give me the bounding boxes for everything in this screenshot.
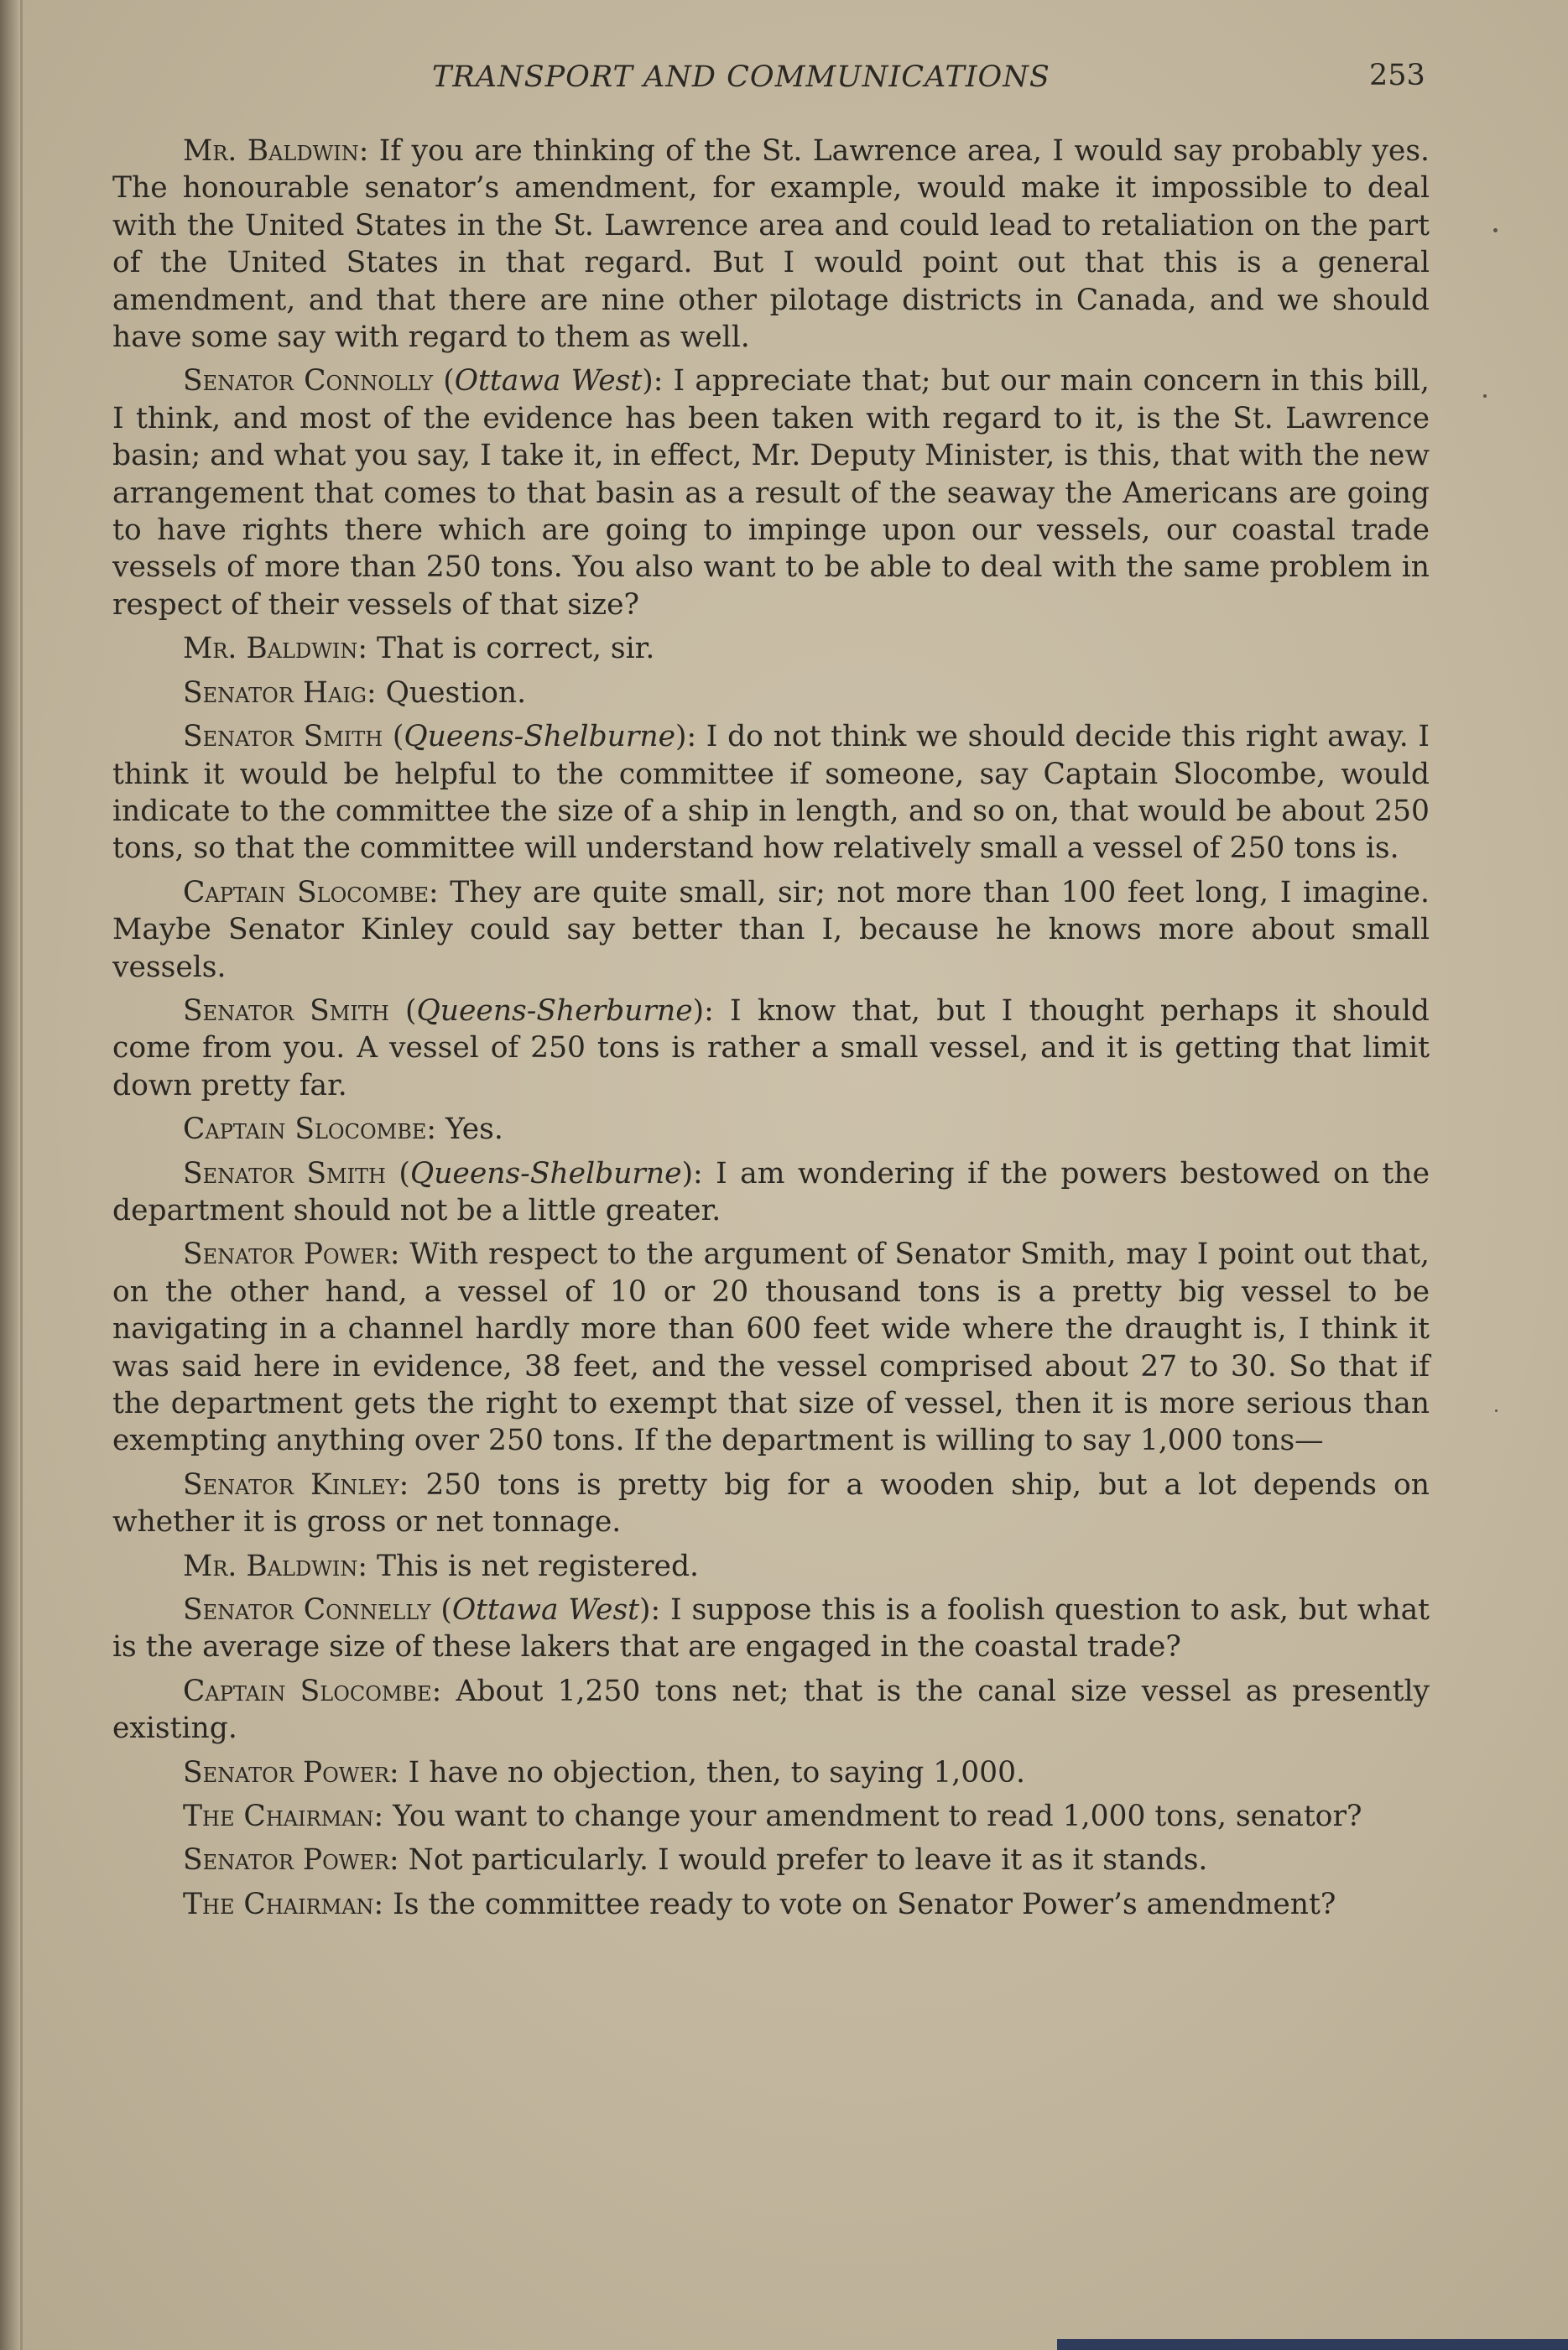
speaker-name: Senator Kinley bbox=[183, 1467, 399, 1502]
speech-text: You want to change your amendment to read 1,000 tons, senator? bbox=[393, 1800, 1362, 1834]
transcript-paragraph: Senator Power: With respect to the argument of Senator Smith, may I point out that, on the other hand, a vessel of 10 or 20 thousand tons is a pretty big vessel to be navigating in a channel hardly more than 600 feet wide where the draught is, I think it was said here in evidence, 38 feet, and the vessel comprised about 27 to 30. So that if the department gets the right to exempt that size of vessel, then it is more serious than exempting anything over 250 tons. If the department is willing to say 1,000 tons— bbox=[112, 1238, 1430, 1458]
speech-text: Question. bbox=[385, 675, 527, 710]
book-binding-edge bbox=[0, 0, 18, 2350]
speaker-name: Senator Smith bbox=[183, 720, 383, 754]
speaker-constituency: Queens-Sherburne bbox=[416, 993, 693, 1028]
speech-text: I suppose this is a foolish question to ask, but what is the average size of these lakers that are engaged in the coastal trade? bbox=[112, 1593, 1430, 1665]
speech-text: I have no objection, then, to saying 1,000. bbox=[408, 1755, 1026, 1790]
binding-shadow-line bbox=[20, 0, 23, 2350]
transcript-paragraph: Senator Kinley: 250 tons is pretty big for a wooden ship, but a lot depends on whether it is gross or net tonnage. bbox=[112, 1467, 1430, 1540]
speech-text: 250 tons is pretty big for a wooden ship, but a lot depends on whether it is gross or net tonnage. bbox=[112, 1467, 1430, 1540]
speech-text: I do not think we should decide this right away. I think it would be helpful to the committee if someone, say Captain Slocombe, would indicate to the committee the size of a ship in length, and so on, that would be about 250 tons, so that the committee will understand how relatively small a vessel of 250 tons is. bbox=[112, 720, 1430, 866]
transcript-paragraph: Senator Haig: Question. bbox=[183, 675, 527, 710]
speaker-name: Senator Smith bbox=[183, 993, 389, 1028]
speaker-constituency: Ottawa West bbox=[454, 364, 643, 399]
speaker-name: Senator Connolly bbox=[183, 364, 434, 399]
speech-text: If you are thinking of the St. Lawrence area, I would say probably yes. The honourable senator’s amendment, for example, would make it impossible to deal with the United States in the St. Lawrence area and could lead to retaliation on the part of the United States in that regard. But I would point out that this is a general amendment, and that there are nine other pilotage districts in Canada, and we should have some say with regard to them as well. bbox=[112, 134, 1430, 355]
transcript-paragraph: Senator Smith (Queens-Sherburne): I know that, but I thought perhaps it should come from you. A vessel of 250 tons is rather a small vessel, and it is getting that limit down pretty far. bbox=[112, 993, 1430, 1102]
paper-speck bbox=[1493, 228, 1498, 232]
speaker-name: Mr. Baldwin bbox=[183, 134, 359, 168]
speech-text: I appreciate that; but our main concern in this bill, I think, and most of the evidence has been taken with regard to it, is the St. Lawrence basin; and what you say, I take it, in effect, Mr. Deputy Minister, is this, that with the new arrangement that comes to that basin as a result of the seaway the Americans are going to have rights there which are going to impinge upon our vessels, our coastal trade vessels of more than 250 tons. You also want to be able to deal with the same problem in respect of their vessels of that size? bbox=[112, 364, 1430, 622]
speech-text: About 1,250 tons net; that is the canal size vessel as presently existing. bbox=[112, 1674, 1430, 1746]
transcript-paragraph: Captain Slocombe: About 1,250 tons net; that is the canal size vessel as presently existing. bbox=[112, 1674, 1430, 1746]
transcript-paragraph: Senator Power: Not particularly. I would prefer to leave it as it stands. bbox=[183, 1843, 1208, 1878]
speech-text: I am wondering if the powers bestowed on the department should not be a little greater. bbox=[112, 1156, 1430, 1227]
speech-text: Not particularly. I would prefer to leave it as it stands. bbox=[408, 1843, 1208, 1878]
paper-speck bbox=[1495, 1409, 1498, 1412]
speaker-name: Senator Connelly bbox=[183, 1593, 431, 1628]
transcript-paragraph: Senator Connolly (Ottawa West): I appreciate that; but our main concern in this bill, I think, and most of the evidence has been taken with regard to it, is the St. Lawrence basin; and what you say, I take it, in effect, Mr. Deputy Minister, is this, that with the new arrangement that comes to that basin as a result of the seaway the Americans are going to have rights there which are going to impinge upon our vessels, our coastal trade vessels of more than 250 tons. You also want to be able to deal with the same problem in respect of their vessels of that size? bbox=[112, 364, 1430, 622]
transcript-paragraph: The Chairman: You want to change your amendment to read 1,000 tons, senator? bbox=[183, 1800, 1362, 1834]
bottom-cover-edge bbox=[1057, 2339, 1568, 2350]
speech-text: With respect to the argument of Senator Smith, may I point out that, on the other hand, a vessel of 10 or 20 thousand tons is a pretty big vessel to be navigating in a channel hardly more than 600 feet wide where the draught is, I think it was said here in evidence, 38 feet, and the vessel comprised about 27 to 30. So that if the department gets the right to exempt that size of vessel, then it is more serious than exempting anything over 250 tons. If the department is willing to say 1,000 tons— bbox=[112, 1238, 1430, 1458]
speaker-name: Senator Power bbox=[183, 1843, 390, 1878]
speech-text: That is correct, sir. bbox=[376, 632, 655, 666]
speaker-constituency: Queens-Shelburne bbox=[404, 720, 676, 754]
speaker-name: Senator Haig bbox=[183, 675, 367, 710]
speaker-name: Senator Smith bbox=[183, 1156, 386, 1191]
speaker-name: Mr. Baldwin bbox=[183, 632, 358, 666]
transcript-paragraph: The Chairman: Is the committee ready to vote on Senator Power’s amendment? bbox=[183, 1887, 1336, 1921]
speech-text: Is the committee ready to vote on Senator Power’s amendment? bbox=[393, 1887, 1336, 1921]
speaker-name: Captain Slocombe bbox=[183, 1674, 432, 1708]
speaker-name: Senator Power bbox=[183, 1238, 390, 1272]
speaker-name: Mr. Baldwin bbox=[183, 1549, 358, 1583]
transcript-paragraph: Senator Smith (Queens-Shelburne): I am wondering if the powers bestowed on the department should not be a little greater. bbox=[112, 1156, 1430, 1227]
speaker-name: Captain Slocombe bbox=[183, 1112, 427, 1147]
transcript-paragraph: Captain Slocombe: Yes. bbox=[183, 1112, 503, 1147]
transcript-body bbox=[112, 133, 1430, 1930]
speaker-name: Captain Slocombe bbox=[183, 875, 430, 909]
speaker-constituency: Queens-Shelburne bbox=[409, 1156, 682, 1191]
running-title: TRANSPORT AND COMMUNICATIONS bbox=[432, 60, 1050, 94]
speaker-name: The Chairman bbox=[183, 1887, 374, 1921]
speech-text: They are quite small, sir; not more than 100 feet long, I imagine. Maybe Senator Kinley could say better than I, because he knows more about small vessels. bbox=[112, 875, 1430, 984]
page-number: 253 bbox=[1369, 59, 1425, 92]
transcript-paragraph: Mr. Baldwin: If you are thinking of the St. Lawrence area, I would say probably yes. The honourable senator’s amendment, for example, would make it impossible to deal with the United States in the St. Lawrence area and could lead to retaliation on the part of the United States in that regard. But I would point out that this is a general amendment, and that there are nine other pilotage districts in Canada, and we should have some say with regard to them as well. bbox=[112, 134, 1430, 355]
speech-text: This is net registered. bbox=[376, 1549, 700, 1583]
speech-text: Yes. bbox=[445, 1112, 503, 1147]
transcript-paragraph: Senator Connelly (Ottawa West): I suppose this is a foolish question to ask, but what is the average size of these lakers that are engaged in the coastal trade? bbox=[112, 1593, 1430, 1665]
speech-text: I know that, but I thought perhaps it should come from you. A vessel of 250 tons is rather a small vessel, and it is getting that limit down pretty far. bbox=[112, 993, 1430, 1102]
speaker-name: Senator Power bbox=[183, 1755, 390, 1790]
transcript-paragraph: Mr. Baldwin: This is net registered. bbox=[183, 1549, 700, 1583]
speaker-name: The Chairman bbox=[183, 1800, 374, 1834]
transcript-paragraph: Senator Smith (Queens-Shelburne): I do not think we should decide this right away. I think it would be helpful to the committee if someone, say Captain Slocombe, would indicate to the committee the size of a ship in length, and so on, that would be about 250 tons, so that the committee will understand how relatively small a vessel of 250 tons is. bbox=[112, 720, 1430, 866]
transcript-paragraph: Captain Slocombe: They are quite small, sir; not more than 100 feet long, I imagine. Maybe Senator Kinley could say better than I, because he knows more about small vessels. bbox=[112, 875, 1430, 984]
transcript-paragraph: Mr. Baldwin: That is correct, sir. bbox=[183, 632, 655, 666]
running-header bbox=[0, 52, 1568, 102]
speaker-constituency: Ottawa West bbox=[451, 1593, 640, 1628]
paper-speck bbox=[1483, 394, 1487, 398]
transcript-paragraph: Senator Power: I have no objection, then, to saying 1,000. bbox=[183, 1755, 1026, 1790]
